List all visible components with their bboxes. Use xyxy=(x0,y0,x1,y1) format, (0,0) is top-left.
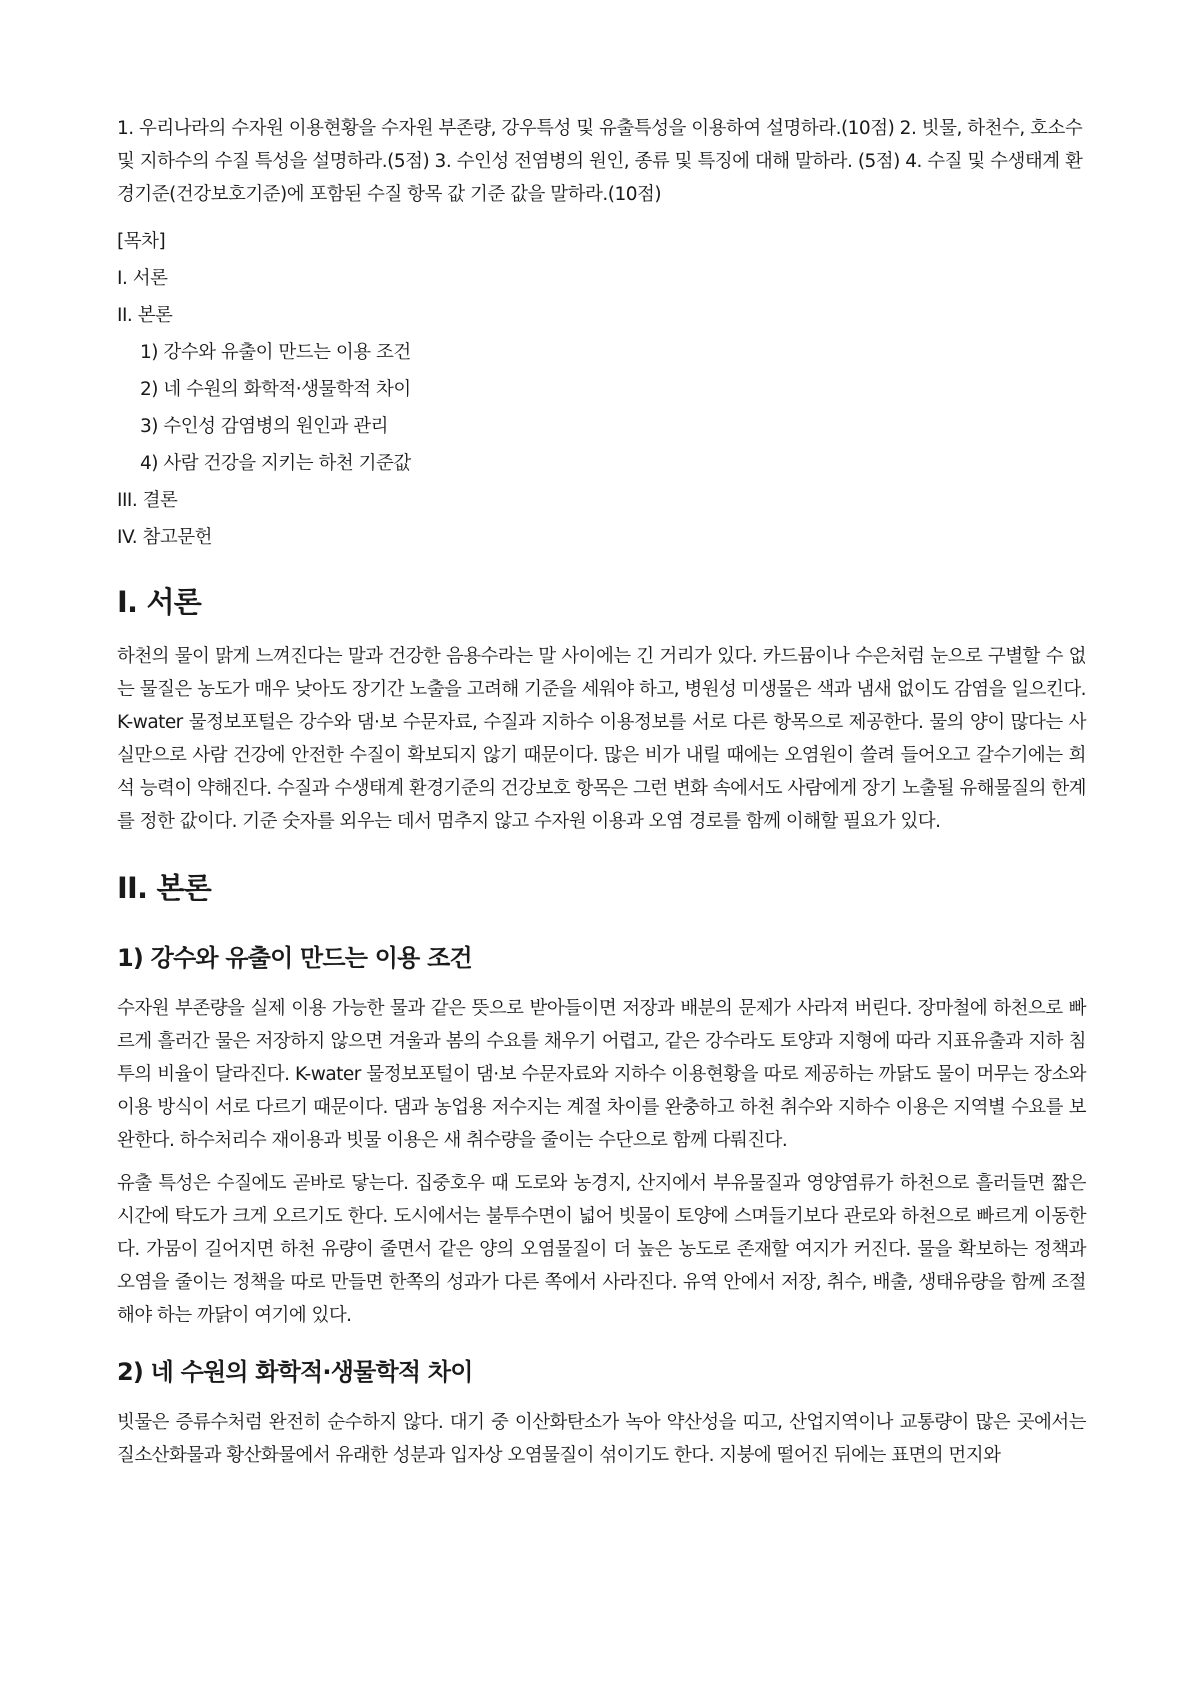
section-2-paragraph-1: 빗물은 증류수처럼 완전히 순수하지 않다. 대기 중 이산화탄소가 녹아 약산성을 띠고, 산업지역이나 교통량이 많은 곳에서는 질소산화물과 황산화물에서 유래한 성분과 입자상 오염물질이 섞이기도 한다. 지붕에 떨어진 뒤에는 표면의 먼지와 xyxy=(117,1412,1086,1466)
body-heading: II. 본론 xyxy=(117,871,211,905)
section-2-heading: 2) 네 수원의 화학적·생물학적 차이 xyxy=(117,1358,473,1386)
toc-item-body-4: 4) 사람 건강을 지키는 하천 기준값 xyxy=(140,453,411,474)
section-1-paragraph-2: 유출 특성은 수질에도 곧바로 닿는다. 집중호우 때 도로와 농경지, 산지에서 부유물질과 영양염류가 하천으로 흘러들면 짧은 시간에 탁도가 크게 오르기도 한다. 도시에서는 불투수면이 넓어 빗물이 토양에 스며들기보다 관로와 하천으로 빠르게 이동한다. 가뭄이 길어지면 하천 유량이 줄면서 같은 양의 오염물질이 더 높은 농도로 존재할 여지가 커진다. 물을 확보하는 정책과 오염을 줄이는 정책을 따로 만들면 한쪽의 성과가 다른 쪽에서 사라진다. 유역 안에서 저장, 취수, 배출, 생태유량을 함께 조절해야 하는 까닭이 여기에 있다. xyxy=(117,1173,1086,1326)
intro-heading: I. 서론 xyxy=(117,585,201,619)
toc-heading: [목차] xyxy=(117,231,166,252)
section-1-heading: 1) 강수와 유출이 만드는 이용 조건 xyxy=(117,944,472,972)
toc-item-body-3: 3) 수인성 감염병의 원인과 관리 xyxy=(140,416,388,437)
section-1-paragraph-1: 수자원 부존량을 실제 이용 가능한 물과 같은 뜻으로 받아들이면 저장과 배분의 문제가 사라져 버린다. 장마철에 하천으로 빠르게 흘러간 물은 저장하지 않으면 겨울과 봄의 수요를 채우기 어렵고, 같은 강수라도 토양과 지형에 따라 지표유출과 지하 침투의 비율이 달라진다. K-water 물정보포털이 댐·보 수문자료와 지하수 이용현황을 따로 제공하는 까닭도 물이 머무는 장소와 이용 방식이 서로 다르기 때문이다. 댐과 농업용 저수지는 계절 차이를 완충하고 하천 취수와 지하수 이용은 지역별 수요를 보완한다. 하수처리수 재이용과 빗물 이용은 새 취수량을 줄이는 수단으로 함께 다뤄진다. xyxy=(117,998,1086,1151)
toc-item-intro: I. 서론 xyxy=(117,268,168,289)
toc-item-body-1: 1) 강수와 유출이 만드는 이용 조건 xyxy=(140,342,411,363)
toc-item-body-2: 2) 네 수원의 화학적·생물학적 차이 xyxy=(140,379,411,400)
toc-item-references: IV. 참고문헌 xyxy=(117,527,212,548)
table-of-contents xyxy=(117,223,1086,556)
assignment-prompt: 1. 우리나라의 수자원 이용현황을 수자원 부존량, 강우특성 및 유출특성을 이용하여 설명하라.(10점) 2. 빗물, 하천수, 호소수 및 지하수의 수질 특성을 설명하라.(5점) 3. 수인성 전염병의 원인, 종류 및 특징에 대해 말하라. (5점) 4. 수질 및 수생태계 환경기준(건강보호기준)에 포함된 수질 항목 값 기준 값을 말하라.(10점) xyxy=(117,118,1083,205)
intro-paragraph: 하천의 물이 맑게 느껴진다는 말과 건강한 음용수라는 말 사이에는 긴 거리가 있다. 카드뮴이나 수은처럼 눈으로 구별할 수 없는 물질은 농도가 매우 낮아도 장기간 노출을 고려해 기준을 세워야 하고, 병원성 미생물은 색과 냄새 없이도 감염을 일으킨다. K-water 물정보포털은 강수와 댐·보 수문자료, 수질과 지하수 이용정보를 서로 다른 항목으로 제공한다. 물의 양이 많다는 사실만으로 사람 건강에 안전한 수질이 확보되지 않기 때문이다. 많은 비가 내릴 때에는 오염원이 쓸려 들어오고 갈수기에는 희석 능력이 약해진다. 수질과 수생태계 환경기준의 건강보호 항목은 그런 변화 속에서도 사람에게 장기 노출될 유해물질의 한계를 정한 값이다. 기준 숫자를 외우는 데서 멈추지 않고 수자원 이용과 오염 경로를 함께 이해할 필요가 있다. xyxy=(117,646,1086,832)
toc-item-body: II. 본론 xyxy=(117,305,173,326)
toc-item-conclusion: III. 결론 xyxy=(117,490,178,511)
